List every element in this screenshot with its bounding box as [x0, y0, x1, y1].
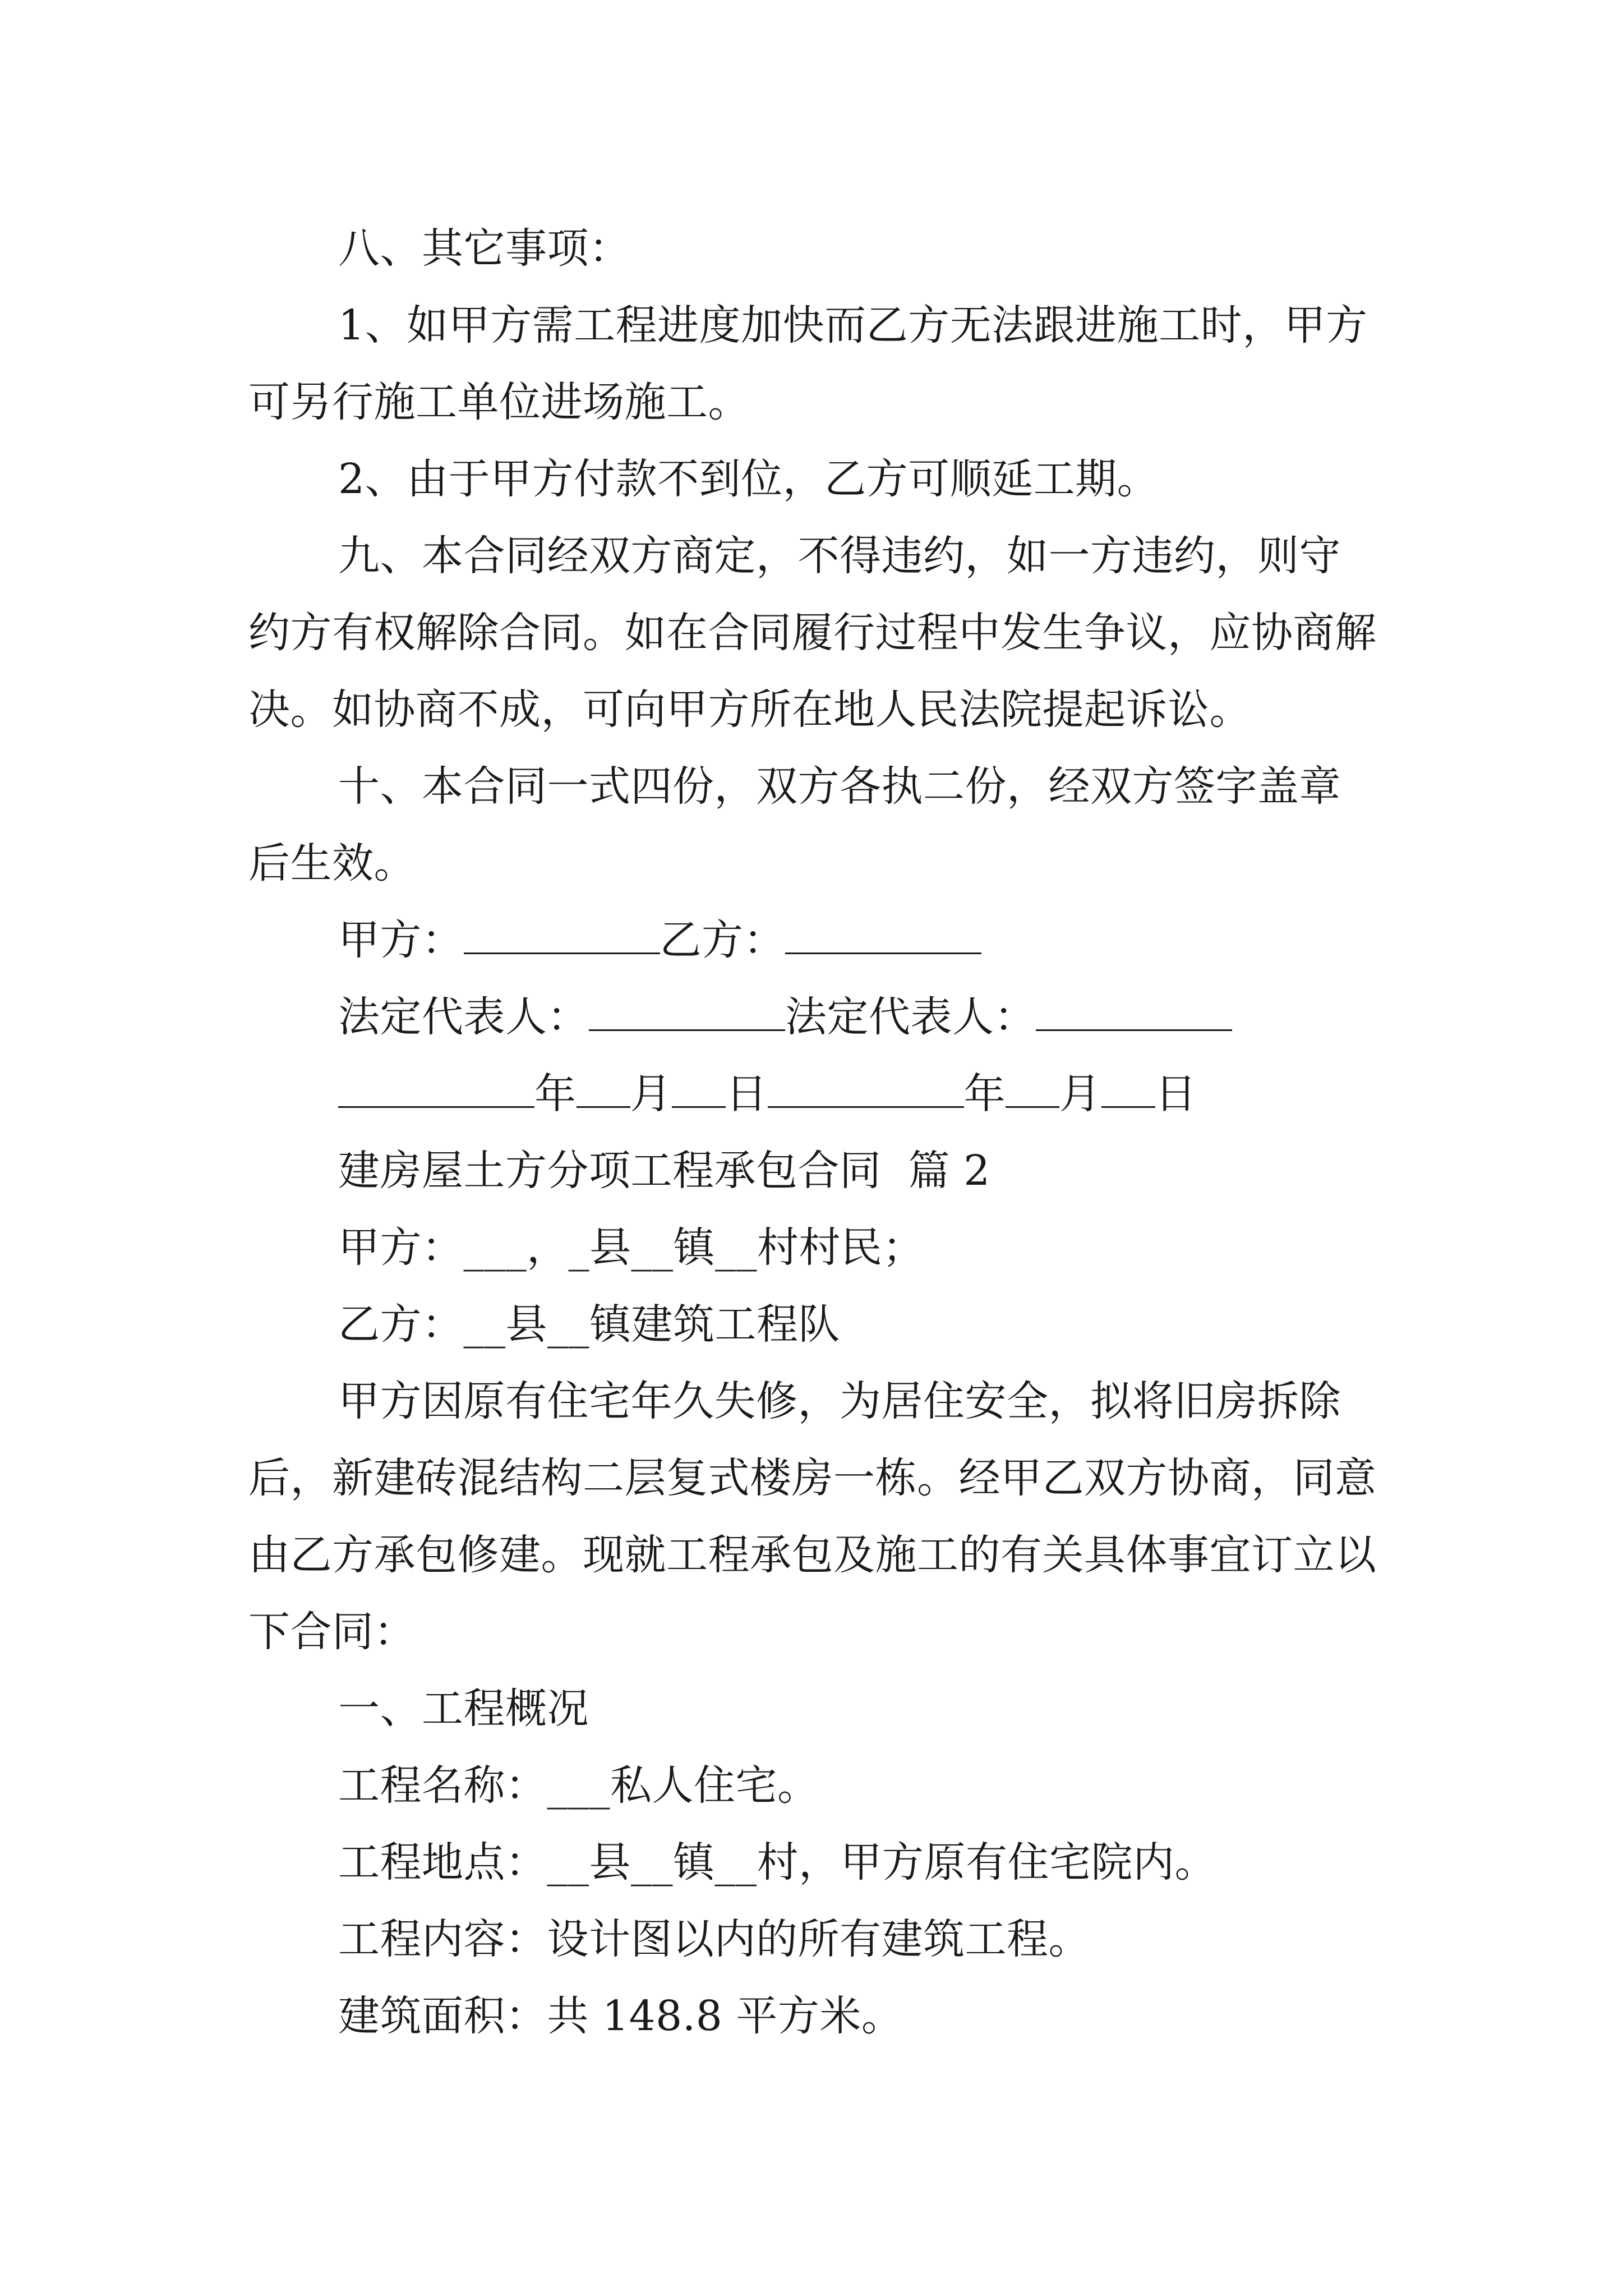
project-name: 工程名称：___私人住宅。 [338, 1761, 819, 1810]
date-a-year: 年 [534, 1070, 577, 1118]
date-b-day: 日 [1155, 1070, 1197, 1118]
document-body [248, 210, 1381, 2055]
signature-parties-line [248, 902, 1381, 979]
date-a-month-blank [577, 1074, 630, 1108]
clause-8-item-2: 2、由于甲方付款不到位，乙方可顺延工期。 [338, 455, 1159, 503]
section-2-party-b: 乙方：__县__镇建筑工程队 [338, 1300, 840, 1349]
overview-heading: 一、工程概况 [338, 1685, 589, 1733]
date-a-year-blank [338, 1074, 534, 1108]
project-content: 工程内容：设计图以内的所有建筑工程。 [338, 1915, 1090, 1963]
party-a-blank [464, 920, 660, 954]
rep-a-label: 法定代表人： [338, 993, 589, 1041]
section-2-intro: 甲方因原有住宅年久失修，为居住安全，拟将旧房拆除后，新建砖混结构二层复式楼房一栋。经甲乙双方协商，同意由乙方承包修建。现就工程承包及施工的有关具体事宜订立以下合同： [248, 1377, 1377, 1656]
rep-b-blank [1036, 997, 1232, 1031]
project-location: 工程地点：__县__镇__村，甲方原有住宅院内。 [338, 1838, 1216, 1887]
party-b-blank [785, 920, 981, 954]
clause-10: 十、本合同一式四份，双方各执二份，经双方签字盖章后生效。 [248, 762, 1341, 887]
clause-8-item-1: 1、如甲方需工程进度加快而乙方无法跟进施工时，甲方可另行施工单位进场施工。 [248, 301, 1368, 426]
date-a-day-blank [672, 1074, 726, 1108]
section-2-title: 建房屋土方分项工程承包合同 篇 2 [338, 1147, 990, 1195]
date-a-month: 月 [630, 1070, 672, 1118]
date-b-month: 月 [1059, 1070, 1101, 1118]
signature-date-line [248, 1056, 1381, 1133]
building-area: 建筑面积：共 148.8 平方米。 [338, 1992, 903, 2040]
clause-8-heading: 八、其它事项： [338, 224, 631, 273]
date-a-day: 日 [726, 1070, 768, 1118]
date-b-year: 年 [963, 1070, 1006, 1118]
date-b-year-blank [768, 1074, 964, 1108]
signature-reps-line [248, 979, 1381, 1056]
rep-a-blank [589, 997, 785, 1031]
party-a-label: 甲方： [338, 916, 464, 964]
section-2-party-a: 甲方：___，_县__镇__村村民； [338, 1223, 924, 1272]
rep-b-label: 法定代表人： [785, 993, 1036, 1041]
party-b-label: 乙方： [660, 916, 785, 964]
date-b-day-blank [1101, 1074, 1155, 1108]
date-b-month-blank [1006, 1074, 1059, 1108]
clause-9: 九、本合同经双方商定，不得违约，如一方违约，则守约方有权解除合同。如在合同履行过程中发生争议，应协商解决。如协商不成，可向甲方所在地人民法院提起诉讼。 [248, 532, 1377, 734]
